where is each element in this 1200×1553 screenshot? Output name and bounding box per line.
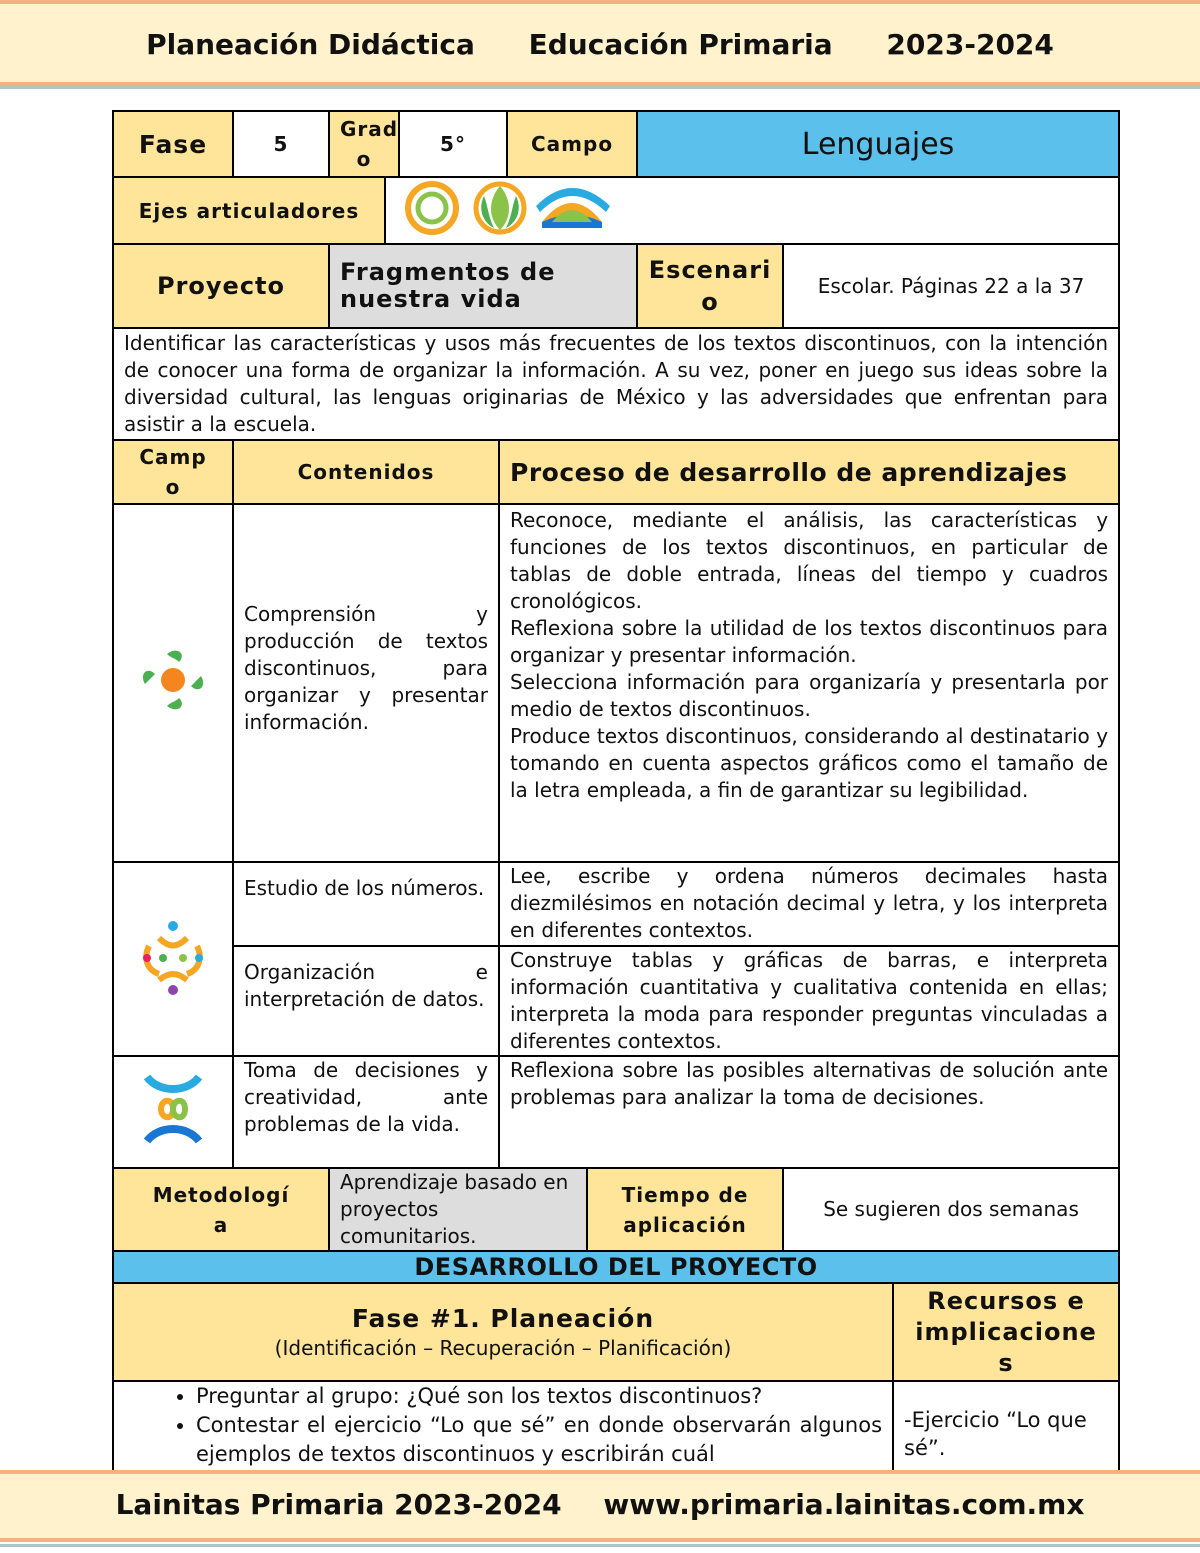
- contenido-3: Toma de decisiones y creatividad, ante problemas de la vida.: [233, 1056, 499, 1168]
- ejes-icons: [385, 177, 1119, 244]
- vida-saludable-icon: [536, 188, 610, 228]
- proyecto-value: Fragmentos de nuestra vida: [329, 244, 637, 328]
- footer-divider: [0, 1544, 1200, 1547]
- metodologia-value: Aprendizaje basado en proyectos comunitarios.: [329, 1168, 587, 1251]
- ejes-articuladores-icons: [402, 178, 622, 236]
- proceso-0: [499, 504, 1119, 862]
- fase1-title: Fase #1. Planeación: [351, 1304, 655, 1333]
- saberes-field-icon: [113, 862, 233, 1056]
- fase-value: 5: [233, 111, 329, 177]
- escenario-label: Escenari o: [637, 244, 783, 328]
- contenido-2: Organización e interpretación de datos.: [233, 946, 499, 1056]
- grado-value: 5°: [399, 111, 507, 177]
- header-text: [0, 28, 1200, 61]
- col-header-campo: Camp o: [113, 440, 233, 504]
- col-header-contenidos: Contenidos: [233, 440, 499, 504]
- proceso-0-item: Reflexiona sobre la utilidad de los textos discontinuos para organizar y presentar información.: [510, 616, 1109, 667]
- proceso-0-item: Reconoce, mediante el análisis, las características y funciones de los textos discontinuos, en particular de tablas de doble entrada, líneas del tiempo y cuadros cronológicos.: [510, 508, 1109, 613]
- footer-band: [0, 1470, 1200, 1542]
- header-level: Educación Primaria: [528, 28, 833, 61]
- proceso-3: Reflexiona sobre las posibles alternativas de solución ante problemas para analizar la toma de decisiones.: [499, 1056, 1119, 1168]
- humano-comunitario-field-icon: [113, 1056, 233, 1168]
- grado-label: Grad o: [329, 111, 399, 177]
- tiempo-label: Tiempo de aplicación: [587, 1168, 783, 1251]
- desarrollo-title: DESARROLLO DEL PROYECTO: [113, 1251, 1119, 1283]
- header-year: 2023-2024: [886, 28, 1054, 61]
- footer-brand: Lainitas Primaria 2023-2024: [115, 1488, 562, 1521]
- proceso-0-item: Selecciona información para organizaría y presentarla por medio de textos discontinuos.: [510, 670, 1109, 721]
- col-header-proceso: Proceso de desarrollo de aprendizajes: [499, 440, 1119, 504]
- proceso-0-item: Produce textos discontinuos, considerando al destinatario y tomando en cuenta aspectos gráficos como el tamaño de la letra empleada, a fin de garantizar su legibilidad.: [510, 724, 1109, 802]
- footer-text: [0, 1488, 1200, 1521]
- interculturalidad-icon: [476, 184, 524, 232]
- campo-value: Lenguajes: [637, 111, 1119, 177]
- planning-table: [112, 110, 1120, 1488]
- contenido-1: Estudio de los números.: [233, 862, 499, 946]
- header-title: Planeación Didáctica: [146, 28, 475, 61]
- fase-label: Fase: [113, 111, 233, 177]
- escenario-value: Escolar. Páginas 22 a la 37: [783, 244, 1119, 328]
- contenido-0: Comprensión y producción de textos discontinuos, para organizar y presentar información.: [233, 504, 499, 862]
- tiempo-value: Se sugieren dos semanas: [783, 1168, 1119, 1251]
- lenguajes-field-icon: [113, 504, 233, 862]
- proceso-2: Construye tablas y gráficas de barras, e interpreta información cuantitativa y cualitativa contenida en ellas; interpreta la moda para responder preguntas vinculadas a diferentes contextos.: [499, 946, 1119, 1056]
- proceso-1: Lee, escribe y ordena números decimales hasta diezmilésimos en notación decimal y letra, y los interpreta en diferentes contextos.: [499, 862, 1119, 946]
- inclusion-icon: [408, 184, 456, 232]
- objetivo-text: Identificar las características y usos más frecuentes de los textos discontinuos, con la intención de conocer una forma de organizar la información. A su vez, poner en juego sus ideas sobre la diversidad cultural, las lenguas originarias de México y las adversidades que enfrentan para asistir a la escuela.: [113, 328, 1119, 440]
- fase1-subtitle: (Identificación – Recuperación – Planificación): [274, 1336, 732, 1360]
- activity-item: • Preguntar al grupo: ¿Qué son los textos discontinuos?: [196, 1382, 882, 1411]
- metodologia-label: Metodologí a: [113, 1168, 329, 1251]
- campo-label: Campo: [507, 111, 637, 177]
- footer-url[interactable]: www.primaria.lainitas.com.mx: [603, 1488, 1085, 1521]
- header-divider: [0, 86, 1200, 89]
- recursos-value: -Ejercicio “Lo que sé”.: [893, 1381, 1119, 1487]
- proyecto-label: Proyecto: [113, 244, 329, 328]
- recursos-label: Recursos e implicacione s: [893, 1283, 1119, 1381]
- fase1-header: [113, 1283, 893, 1381]
- header-band: [0, 0, 1200, 86]
- ejes-label: Ejes articuladores: [113, 177, 385, 244]
- activity-item: • Contestar el ejercicio “Lo que sé” en donde observarán algunos ejemplos de textos discontinuos y escribirán cuál: [196, 1411, 882, 1469]
